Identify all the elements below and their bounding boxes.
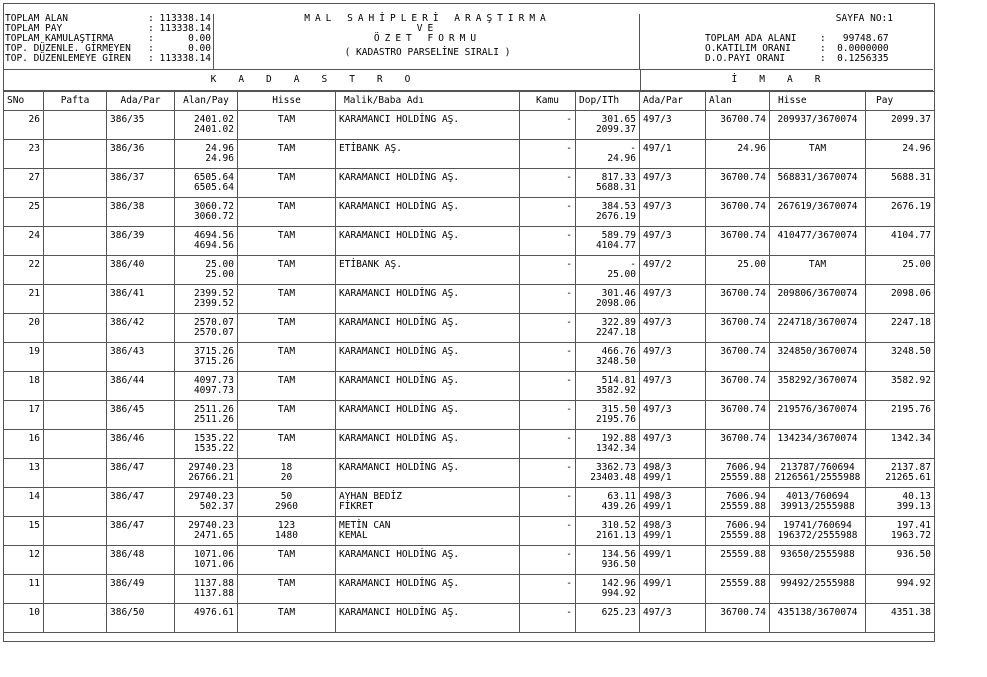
cell-alan-pay: 4097.73 4097.73 xyxy=(175,372,238,401)
cell-ada-par: 386/36 xyxy=(107,140,175,169)
cell-malik: KARAMANCI HOLDİNG AŞ. xyxy=(336,198,520,227)
cell-pafta xyxy=(44,575,107,604)
section-kadastro: KADASTRO xyxy=(3,70,641,90)
cell-alan-pay: 6505.64 6505.64 xyxy=(175,169,238,198)
cell-alan-pay: 2399.52 2399.52 xyxy=(175,285,238,314)
cell-malik: KARAMANCI HOLDİNG AŞ. xyxy=(336,314,520,343)
col-imar-pay: Pay xyxy=(866,92,935,111)
cell-imar-alan: 7606.94 25559.88 xyxy=(706,459,770,488)
cell-hisse: TAM xyxy=(238,401,336,430)
col-pafta: Pafta xyxy=(44,92,107,111)
cell-imar-pay: 1342.34 xyxy=(866,430,935,459)
cell-imar-alan: 36700.74 xyxy=(706,430,770,459)
cell-imar-ada-par: 497/3 xyxy=(640,372,706,401)
cell-imar-pay: 24.96 xyxy=(866,140,935,169)
table-row xyxy=(4,198,935,227)
cell-pafta xyxy=(44,256,107,285)
cell-ada-par: 386/49 xyxy=(107,575,175,604)
cell-hisse: 123 1480 xyxy=(238,517,336,546)
cell-dop: 301.65 2099.37 xyxy=(576,111,640,140)
cell-imar-pay: 2099.37 xyxy=(866,111,935,140)
cell-imar-pay: 5688.31 xyxy=(866,169,935,198)
cell-alan-pay: 24.96 24.96 xyxy=(175,140,238,169)
cell-dop: 625.23 xyxy=(576,604,640,633)
cell-hisse: TAM xyxy=(238,227,336,256)
cell-alan-pay: 3715.26 3715.26 xyxy=(175,343,238,372)
cell-malik: KARAMANCI HOLDİNG AŞ. xyxy=(336,285,520,314)
cell-alan-pay: 4976.61 xyxy=(175,604,238,633)
cell-sno: 20 xyxy=(4,314,44,343)
cell-imar-hisse: 4013/760694 39913/2555988 xyxy=(770,488,866,517)
cell-malik: KARAMANCI HOLDİNG AŞ. xyxy=(336,372,520,401)
cell-pafta xyxy=(44,401,107,430)
cell-imar-hisse: 435138/3670074 xyxy=(770,604,866,633)
cell-pafta xyxy=(44,517,107,546)
cell-sno: 19 xyxy=(4,343,44,372)
cell-imar-pay: 3248.50 xyxy=(866,343,935,372)
cell-dop: 310.52 2161.13 xyxy=(576,517,640,546)
cell-imar-alan: 36700.74 xyxy=(706,227,770,256)
cell-sno: 13 xyxy=(4,459,44,488)
cell-sno: 18 xyxy=(4,372,44,401)
cell-imar-hisse: 324850/3670074 xyxy=(770,343,866,372)
cell-pafta xyxy=(44,343,107,372)
summary-row: D.O.PAYI ORANI : 0.1256335 xyxy=(705,53,889,64)
cell-pafta xyxy=(44,459,107,488)
cell-alan-pay: 3060.72 3060.72 xyxy=(175,198,238,227)
cell-sno: 21 xyxy=(4,285,44,314)
cell-hisse: TAM xyxy=(238,111,336,140)
cell-imar-ada-par: 497/3 xyxy=(640,285,706,314)
table-row xyxy=(4,575,935,604)
cell-imar-ada-par: 497/3 xyxy=(640,314,706,343)
cell-imar-ada-par: 498/3 499/1 xyxy=(640,517,706,546)
cell-malik: ETİBANK AŞ. xyxy=(336,140,520,169)
cell-malik: METİN CAN KEMAL xyxy=(336,517,520,546)
cell-imar-alan: 7606.94 25559.88 xyxy=(706,488,770,517)
cell-imar-hisse: 358292/3670074 xyxy=(770,372,866,401)
cell-imar-alan: 25.00 xyxy=(706,256,770,285)
cell-alan-pay: 2511.26 2511.26 xyxy=(175,401,238,430)
cell-imar-hisse: 213787/760694 2126561/2555988 xyxy=(770,459,866,488)
cell-sno: 26 xyxy=(4,111,44,140)
cell-imar-ada-par: 497/1 xyxy=(640,140,706,169)
cell-alan-pay: 2401.02 2401.02 xyxy=(175,111,238,140)
summary-row: TOPLAM ALAN : 113338.14 xyxy=(5,13,211,24)
table-row xyxy=(4,459,935,488)
cell-dop: 301.46 2098.06 xyxy=(576,285,640,314)
cell-kamu: - xyxy=(520,343,576,372)
cell-dop: 3362.73 23403.48 xyxy=(576,459,640,488)
table-row xyxy=(4,111,935,140)
cell-ada-par: 386/39 xyxy=(107,227,175,256)
cell-pafta xyxy=(44,546,107,575)
cell-dop: 384.53 2676.19 xyxy=(576,198,640,227)
form-title xyxy=(216,14,640,69)
cell-sno: 22 xyxy=(4,256,44,285)
cell-imar-alan: 36700.74 xyxy=(706,111,770,140)
col-dop: Dop/ITh xyxy=(576,92,640,111)
cell-pafta xyxy=(44,430,107,459)
table-row xyxy=(4,604,935,633)
col-malik: Malik/Baba Adı xyxy=(336,92,520,111)
table-row xyxy=(4,517,935,546)
cell-sno: 23 xyxy=(4,140,44,169)
page-number: SAYFA NO:1 xyxy=(835,13,893,24)
cell-imar-alan: 25559.88 xyxy=(706,575,770,604)
cell-imar-alan: 36700.74 xyxy=(706,604,770,633)
cell-imar-alan: 36700.74 xyxy=(706,198,770,227)
cell-imar-alan: 36700.74 xyxy=(706,285,770,314)
cell-hisse: TAM xyxy=(238,256,336,285)
cell-imar-ada-par: 499/1 xyxy=(640,575,706,604)
cell-imar-pay: 936.50 xyxy=(866,546,935,575)
title-line-1: MAL SAHİPLERİ ARAŞTIRMA xyxy=(304,13,551,24)
cell-dop: 192.88 1342.34 xyxy=(576,430,640,459)
cell-imar-hisse: TAM xyxy=(770,256,866,285)
cell-hisse: TAM xyxy=(238,198,336,227)
cell-malik: KARAMANCI HOLDİNG AŞ. xyxy=(336,111,520,140)
cell-ada-par: 386/40 xyxy=(107,256,175,285)
cell-malik: KARAMANCI HOLDİNG AŞ. xyxy=(336,430,520,459)
cell-alan-pay: 25.00 25.00 xyxy=(175,256,238,285)
form-header xyxy=(3,10,933,70)
table-row xyxy=(4,372,935,401)
summary-left xyxy=(5,14,214,69)
cell-imar-alan: 36700.74 xyxy=(706,169,770,198)
table-row xyxy=(4,285,935,314)
cell-kamu: - xyxy=(520,256,576,285)
cell-imar-ada-par: 499/1 xyxy=(640,546,706,575)
summary-right xyxy=(643,14,931,69)
cell-hisse: TAM xyxy=(238,372,336,401)
cell-dop: 322.89 2247.18 xyxy=(576,314,640,343)
cell-imar-pay: 2195.76 xyxy=(866,401,935,430)
cell-dop: 142.96 994.92 xyxy=(576,575,640,604)
cell-sno: 15 xyxy=(4,517,44,546)
cell-pafta xyxy=(44,169,107,198)
cell-imar-hisse: TAM xyxy=(770,140,866,169)
cell-malik: KARAMANCI HOLDİNG AŞ. xyxy=(336,227,520,256)
cell-dop: 315.50 2195.76 xyxy=(576,401,640,430)
cell-imar-pay: 40.13 399.13 xyxy=(866,488,935,517)
cell-kamu: - xyxy=(520,372,576,401)
cell-imar-pay: 4351.38 xyxy=(866,604,935,633)
cell-imar-ada-par: 497/3 xyxy=(640,430,706,459)
cell-sno: 16 xyxy=(4,430,44,459)
cell-kamu: - xyxy=(520,314,576,343)
cell-hisse: TAM xyxy=(238,285,336,314)
cell-kamu: - xyxy=(520,198,576,227)
cell-kamu: - xyxy=(520,401,576,430)
title-line-4: ( KADASTRO PARSELİNE SIRALI ) xyxy=(344,47,511,58)
cell-alan-pay: 1535.22 1535.22 xyxy=(175,430,238,459)
cell-hisse: TAM xyxy=(238,314,336,343)
cell-malik: KARAMANCI HOLDİNG AŞ. xyxy=(336,343,520,372)
col-imar-hisse: Hisse xyxy=(770,92,866,111)
cell-imar-alan: 36700.74 xyxy=(706,401,770,430)
cell-imar-alan: 24.96 xyxy=(706,140,770,169)
cell-imar-hisse: 134234/3670074 xyxy=(770,430,866,459)
cell-malik: KARAMANCI HOLDİNG AŞ. xyxy=(336,459,520,488)
cell-hisse: 18 20 xyxy=(238,459,336,488)
section-imar: İMAR xyxy=(731,74,843,85)
cell-dop: 63.11 439.26 xyxy=(576,488,640,517)
cell-imar-alan: 7606.94 25559.88 xyxy=(706,517,770,546)
cell-imar-hisse: 568831/3670074 xyxy=(770,169,866,198)
cell-ada-par: 386/47 xyxy=(107,488,175,517)
cell-ada-par: 386/47 xyxy=(107,459,175,488)
cell-dop: 589.79 4104.77 xyxy=(576,227,640,256)
cell-alan-pay: 29740.23 2471.65 xyxy=(175,517,238,546)
table-row xyxy=(4,430,935,459)
cell-alan-pay: 1137.88 1137.88 xyxy=(175,575,238,604)
cell-imar-hisse: 19741/760694 196372/2555988 xyxy=(770,517,866,546)
col-imar-alan: Alan xyxy=(706,92,770,111)
title-line-2: VE xyxy=(416,23,439,34)
summary-row: TOPLAM ADA ALANI : 99748.67 xyxy=(705,33,889,44)
cell-ada-par: 386/38 xyxy=(107,198,175,227)
cell-alan-pay: 29740.23 502.37 xyxy=(175,488,238,517)
cell-kamu: - xyxy=(520,604,576,633)
summary-row: TOPLAM KAMULAŞTIRMA : 0.00 xyxy=(5,33,211,44)
cell-sno: 11 xyxy=(4,575,44,604)
cell-hisse: 50 2960 xyxy=(238,488,336,517)
col-alan-pay: Alan/Pay xyxy=(175,92,238,111)
cell-kamu: - xyxy=(520,575,576,604)
table-header-row xyxy=(4,92,935,111)
cell-sno: 27 xyxy=(4,169,44,198)
cell-alan-pay: 1071.06 1071.06 xyxy=(175,546,238,575)
cell-dop: 817.33 5688.31 xyxy=(576,169,640,198)
cell-imar-ada-par: 497/3 xyxy=(640,227,706,256)
cell-imar-ada-par: 497/3 xyxy=(640,111,706,140)
cell-imar-ada-par: 498/3 499/1 xyxy=(640,488,706,517)
cell-kamu: - xyxy=(520,169,576,198)
cell-ada-par: 386/46 xyxy=(107,430,175,459)
cell-hisse: TAM xyxy=(238,140,336,169)
cell-malik: KARAMANCI HOLDİNG AŞ. xyxy=(336,546,520,575)
cell-sno: 17 xyxy=(4,401,44,430)
col-sno: SNo xyxy=(4,92,44,111)
summary-right-lines xyxy=(705,34,900,64)
cell-pafta xyxy=(44,285,107,314)
table-row xyxy=(4,314,935,343)
cell-dop: 466.76 3248.50 xyxy=(576,343,640,372)
table-row xyxy=(4,140,935,169)
cell-kamu: - xyxy=(520,459,576,488)
cell-malik: KARAMANCI HOLDİNG AŞ. xyxy=(336,401,520,430)
cell-pafta xyxy=(44,140,107,169)
cell-imar-ada-par: 497/2 xyxy=(640,256,706,285)
title-line-3: ÖZET FORMU xyxy=(373,33,482,44)
col-kamu: Kamu xyxy=(520,92,576,111)
cell-imar-alan: 36700.74 xyxy=(706,314,770,343)
col-imar-ada-par: Ada/Par xyxy=(640,92,706,111)
table-row xyxy=(4,256,935,285)
table-row xyxy=(4,169,935,198)
cell-sno: 24 xyxy=(4,227,44,256)
cell-imar-hisse: 410477/3670074 xyxy=(770,227,866,256)
cell-kamu: - xyxy=(520,488,576,517)
cell-hisse: TAM xyxy=(238,430,336,459)
parcel-table xyxy=(3,91,935,633)
cell-imar-pay: 2098.06 xyxy=(866,285,935,314)
cell-imar-pay: 2676.19 xyxy=(866,198,935,227)
summary-row: TOP. DÜZENLE. GİRMEYEN : 0.00 xyxy=(5,43,211,54)
cell-pafta xyxy=(44,372,107,401)
summary-row: O.KATILIM ORANI : 0.0000000 xyxy=(705,43,889,54)
cell-imar-hisse: 93650/2555988 xyxy=(770,546,866,575)
cell-alan-pay: 4694.56 4694.56 xyxy=(175,227,238,256)
col-ada-par: Ada/Par xyxy=(107,92,175,111)
section-bar xyxy=(3,70,933,91)
cell-ada-par: 386/48 xyxy=(107,546,175,575)
table-row xyxy=(4,546,935,575)
cell-sno: 12 xyxy=(4,546,44,575)
cell-kamu: - xyxy=(520,546,576,575)
cell-imar-hisse: 267619/3670074 xyxy=(770,198,866,227)
cell-alan-pay: 29740.23 26766.21 xyxy=(175,459,238,488)
cell-imar-hisse: 219576/3670074 xyxy=(770,401,866,430)
cell-alan-pay: 2570.07 2570.07 xyxy=(175,314,238,343)
summary-row: TOPLAM PAY : 113338.14 xyxy=(5,23,211,34)
cell-ada-par: 386/45 xyxy=(107,401,175,430)
cell-malik: KARAMANCI HOLDİNG AŞ. xyxy=(336,575,520,604)
cell-kamu: - xyxy=(520,430,576,459)
cell-pafta xyxy=(44,111,107,140)
cell-malik: ETİBANK AŞ. xyxy=(336,256,520,285)
cell-dop: 514.81 3582.92 xyxy=(576,372,640,401)
cell-imar-ada-par: 497/3 xyxy=(640,604,706,633)
cell-dop: 134.56 936.50 xyxy=(576,546,640,575)
cell-imar-ada-par: 497/3 xyxy=(640,198,706,227)
cell-imar-ada-par: 497/3 xyxy=(640,401,706,430)
cell-hisse: TAM xyxy=(238,343,336,372)
cell-imar-ada-par: 497/3 xyxy=(640,343,706,372)
summary-row: TOP. DÜZENLEMEYE GİREN : 113338.14 xyxy=(5,53,211,64)
cell-imar-alan: 25559.88 xyxy=(706,546,770,575)
col-hisse: Hisse xyxy=(238,92,336,111)
cell-kamu: - xyxy=(520,285,576,314)
cell-sno: 25 xyxy=(4,198,44,227)
cell-ada-par: 386/35 xyxy=(107,111,175,140)
table-row xyxy=(4,227,935,256)
cell-pafta xyxy=(44,604,107,633)
cell-imar-alan: 36700.74 xyxy=(706,343,770,372)
cell-kamu: - xyxy=(520,517,576,546)
cell-ada-par: 386/42 xyxy=(107,314,175,343)
cell-imar-pay: 25.00 xyxy=(866,256,935,285)
cell-imar-pay: 2137.87 21265.61 xyxy=(866,459,935,488)
cell-ada-par: 386/47 xyxy=(107,517,175,546)
cell-pafta xyxy=(44,227,107,256)
cell-ada-par: 386/44 xyxy=(107,372,175,401)
cell-imar-pay: 2247.18 xyxy=(866,314,935,343)
cell-pafta xyxy=(44,488,107,517)
cell-kamu: - xyxy=(520,111,576,140)
cell-ada-par: 386/37 xyxy=(107,169,175,198)
cell-imar-hisse: 209806/3670074 xyxy=(770,285,866,314)
cell-sno: 10 xyxy=(4,604,44,633)
cell-imar-pay: 994.92 xyxy=(866,575,935,604)
cell-imar-pay: 197.41 1963.72 xyxy=(866,517,935,546)
table-row xyxy=(4,343,935,372)
cell-imar-ada-par: 498/3 499/1 xyxy=(640,459,706,488)
cell-imar-pay: 4104.77 xyxy=(866,227,935,256)
cell-dop: - 24.96 xyxy=(576,140,640,169)
cell-pafta xyxy=(44,314,107,343)
cell-imar-pay: 3582.92 xyxy=(866,372,935,401)
cell-imar-hisse: 209937/3670074 xyxy=(770,111,866,140)
cell-hisse: TAM xyxy=(238,169,336,198)
cell-imar-ada-par: 497/3 xyxy=(640,169,706,198)
cell-imar-alan: 36700.74 xyxy=(706,372,770,401)
cell-hisse: TAM xyxy=(238,546,336,575)
cell-hisse: TAM xyxy=(238,575,336,604)
cell-dop: - 25.00 xyxy=(576,256,640,285)
cell-hisse: TAM xyxy=(238,604,336,633)
table-row xyxy=(4,488,935,517)
cell-pafta xyxy=(44,198,107,227)
cell-ada-par: 386/50 xyxy=(107,604,175,633)
cell-imar-hisse: 224718/3670074 xyxy=(770,314,866,343)
cell-sno: 14 xyxy=(4,488,44,517)
cell-malik: AYHAN BEDİZ FİKRET xyxy=(336,488,520,517)
cell-imar-hisse: 99492/2555988 xyxy=(770,575,866,604)
cell-malik: KARAMANCI HOLDİNG AŞ. xyxy=(336,169,520,198)
cell-ada-par: 386/41 xyxy=(107,285,175,314)
cell-malik: KARAMANCI HOLDİNG AŞ. xyxy=(336,604,520,633)
cell-kamu: - xyxy=(520,140,576,169)
cell-ada-par: 386/43 xyxy=(107,343,175,372)
table-row xyxy=(4,401,935,430)
cell-kamu: - xyxy=(520,227,576,256)
